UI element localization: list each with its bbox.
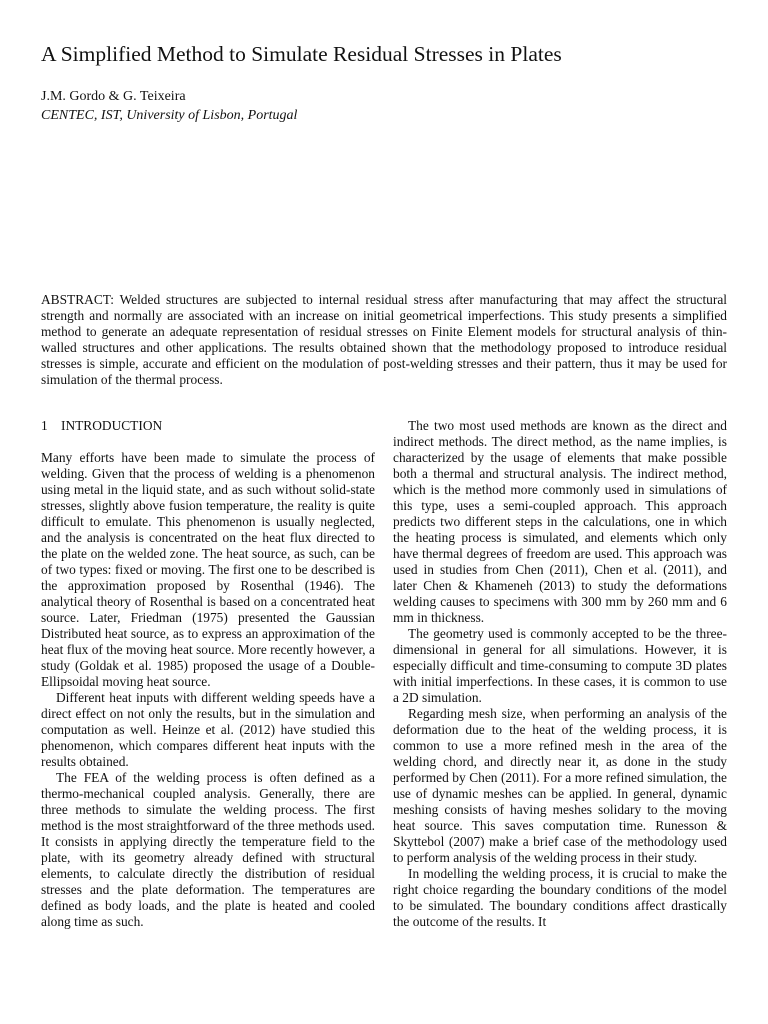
paragraph: The geometry used is commonly accepted to be the three-dimensional in general for all simulations. However, it is especially difficult and time-consuming to compute 3D plates with initial imperfections. In these cases, it is common to use a 2D simulation. — [393, 626, 727, 705]
paragraph: In modelling the welding process, it is crucial to make the right choice regarding the boundary conditions of the model to be simulated. The boundary conditions affect drastically the outcome of the results. It — [393, 866, 727, 929]
right-column — [393, 418, 727, 930]
paragraph: Regarding mesh size, when performing an analysis of the deformation due to the heat of the welding process, it is common to use a more refined mesh in the area of the welding chord, and directly near it, as done in the study performed by Chen (2011). For a more refined simulation, the use of dynamic meshes can be applied. In general, dynamic meshing consists of having meshes solidary to the moving heat source. This saves computation time. Runesson & Skyttebol (2007) make a brief case of the methodology used to perform analysis of the welding process in their study. — [393, 706, 727, 865]
section-number: 1 — [41, 418, 48, 433]
paragraph: Different heat inputs with different welding speeds have a direct effect on not only the results, but in the simulation and computation as well. Heinze et al. (2012) have studied this phenomenon, which compares different heat inputs with the results obtained. — [41, 690, 375, 769]
section-heading — [41, 418, 375, 434]
paragraph: The FEA of the welding process is often defined as a thermo-mechanical coupled analysis. Generally, there are three methods to simulate the welding process. The first method is the most straightforward of the three methods used. It consists in applying directly the temperature field to the plate, with its geometry already defined with structural elements, to calculate directly the distribution of residual stresses and the plate deformation. The temperatures are defined as body loads, and the plate is heated and cooled along time as such. — [41, 770, 375, 929]
authors: J.M. Gordo & G. Teixeira — [41, 89, 186, 104]
paragraph: The two most used methods are known as the direct and indirect methods. The direct method, as the name implies, is characterized by the usage of elements that make possible both a thermal and structural analysis. The indirect method, which is the method more commonly used in simulations of this type, uses a semi-coupled approach. This approach predicts two different steps in the calculations, one in which the heating process is simulated, and elements which only have thermal degrees of freedom are used. This approach was used in studies from Chen (2011), Chen et al. (2011), and later Chen & Khameneh (2013) to study the deformations welding causes to specimens with 300 mm by 260 mm and 6 mm in thickness. — [393, 418, 727, 625]
abstract: ABSTRACT: Welded structures are subjected to internal residual stress after manufacturing that may affect the structural strength and normally are associated with an increase on initial geometrical imperfections. This study presents a simplified method to generate an adequate representation of residual stresses on Finite Element models for structural analysis of thin-walled structures and other applications. The results obtained shown that the methodology proposed to introduce residual stresses is simple, accurate and efficient on the modulation of post-welding stresses and their pattern, thus it may be used for simulation of the thermal process. — [41, 292, 727, 387]
section-title: INTRODUCTION — [61, 418, 163, 433]
paragraph: Many efforts have been made to simulate the process of welding. Given that the process of welding is a phenomenon using metal in the liquid state, and as such without solid-state stresses, slightly above fusion temperature, the reality is quite difficult to emulate. This phenomenon is usually neglected, and the analysis is concentrated on the heat flux directed to the plate on the welded zone. The heat source, as such, can be of two types: fixed or moving. The first one to be described is the approximation proposed by Rosenthal (1946). The analytical theory of Rosenthal is based on a concentrated heat source. Later, Friedman (1975) presented the Gaussian Distributed heat source, as to express an approximation of the heat flux of the moving heat source. More recently however, a study (Goldak et al. 1985) proposed the usage of a Double-Ellipsoidal moving heat source. — [41, 450, 375, 689]
paper-title: A Simplified Method to Simulate Residual Stresses in Plates — [41, 42, 562, 66]
left-column — [41, 418, 375, 930]
affiliation: CENTEC, IST, University of Lisbon, Portugal — [41, 108, 298, 123]
